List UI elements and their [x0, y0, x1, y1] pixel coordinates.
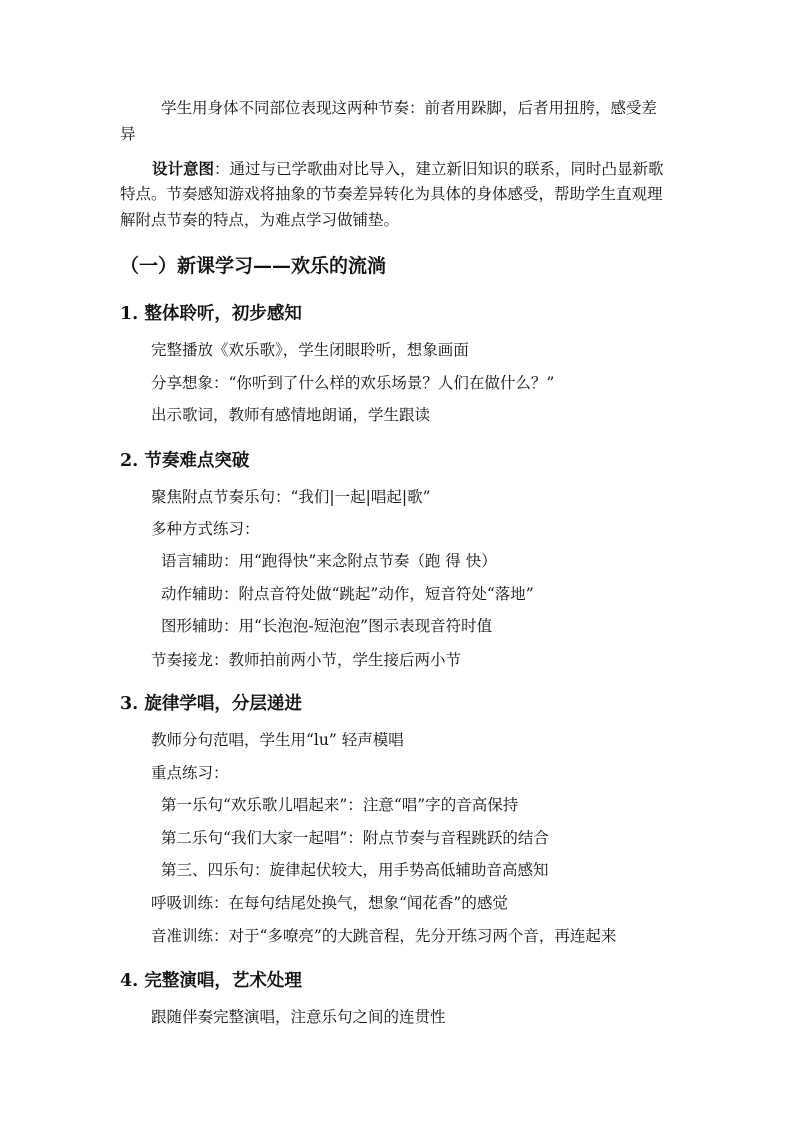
- pitch-training: 音准训练：对于“多嘹亮”的大跳音程，先分开练习两个音，再连起来: [151, 927, 617, 945]
- rhythm-focus: 聚焦附点节奏乐句：“我们|一起|唱起|歌”: [151, 488, 431, 506]
- list-item: 动作辅助：附点音符处做“跳起”动作，短音符处“落地”: [161, 585, 534, 603]
- list-item: 第一乐句“欢乐歌儿唱起来”：注意“唱”字的音高保持: [161, 796, 519, 814]
- list-item: 语言辅助：用“跑得快”来念附点节奏（跑 得 快）: [161, 552, 497, 570]
- design-intent-text: ：通过与已学歌曲对比导入，建立新旧知识的联系，同时凸显新歌: [214, 160, 664, 178]
- step-1-title: 1. 整体聆听，初步感知: [120, 304, 302, 324]
- methods-label: 多种方式练习：: [151, 520, 260, 538]
- step-4-title: 4. 完整演唱，艺术处理: [120, 971, 302, 991]
- section-title: （一）新课学习——欢乐的流淌: [120, 255, 387, 277]
- focus-label: 重点练习：: [151, 764, 229, 782]
- rhythm-relay: 节奏接龙：教师拍前两小节，学生接后两小节: [151, 651, 462, 669]
- list-item: 完整播放《欢乐歌》，学生闭眼聆听，想象画面: [151, 341, 469, 359]
- intro-line-2: 异: [120, 125, 136, 143]
- list-item: 出示歌词，教师有感情地朗诵，学生跟读: [151, 406, 431, 424]
- design-intent-label: 设计意图: [152, 159, 215, 178]
- list-item: 跟随伴奏完整演唱，注意乐句之间的连贯性: [151, 1008, 446, 1026]
- breath-training: 呼吸训练：在每句结尾处换气，想象“闻花香”的感觉: [151, 894, 508, 912]
- design-intent-line-1: [152, 159, 664, 179]
- step-2-title: 2. 节奏难点突破: [120, 451, 250, 471]
- list-item: 第三、四乐句：旋律起伏较大，用手势高低辅助音高感知: [161, 861, 549, 879]
- list-item: 图形辅助：用“长泡泡-短泡泡”图示表现音符时值: [161, 617, 493, 635]
- step-3-title: 3. 旋律学唱，分层递进: [120, 694, 302, 714]
- demo-singing: 教师分句范唱，学生用“lu” 轻声模唱: [151, 731, 404, 749]
- list-item: 第二乐句“我们大家一起唱”：附点节奏与音程跳跃的结合: [161, 829, 549, 847]
- list-item: 分享想象：“你听到了什么样的欢乐场景？人们在做什么？”: [151, 374, 555, 392]
- design-intent-line-2: 特点。节奏感知游戏将抽象的节奏差异转化为具体的身体感受，帮助学生直观理: [120, 185, 663, 203]
- design-intent-line-3: 解附点节奏的特点，为难点学习做铺垫。: [120, 211, 400, 229]
- intro-line-1: 学生用身体不同部位表现这两种节奏：前者用跺脚，后者用扭胯，感受差: [161, 99, 658, 117]
